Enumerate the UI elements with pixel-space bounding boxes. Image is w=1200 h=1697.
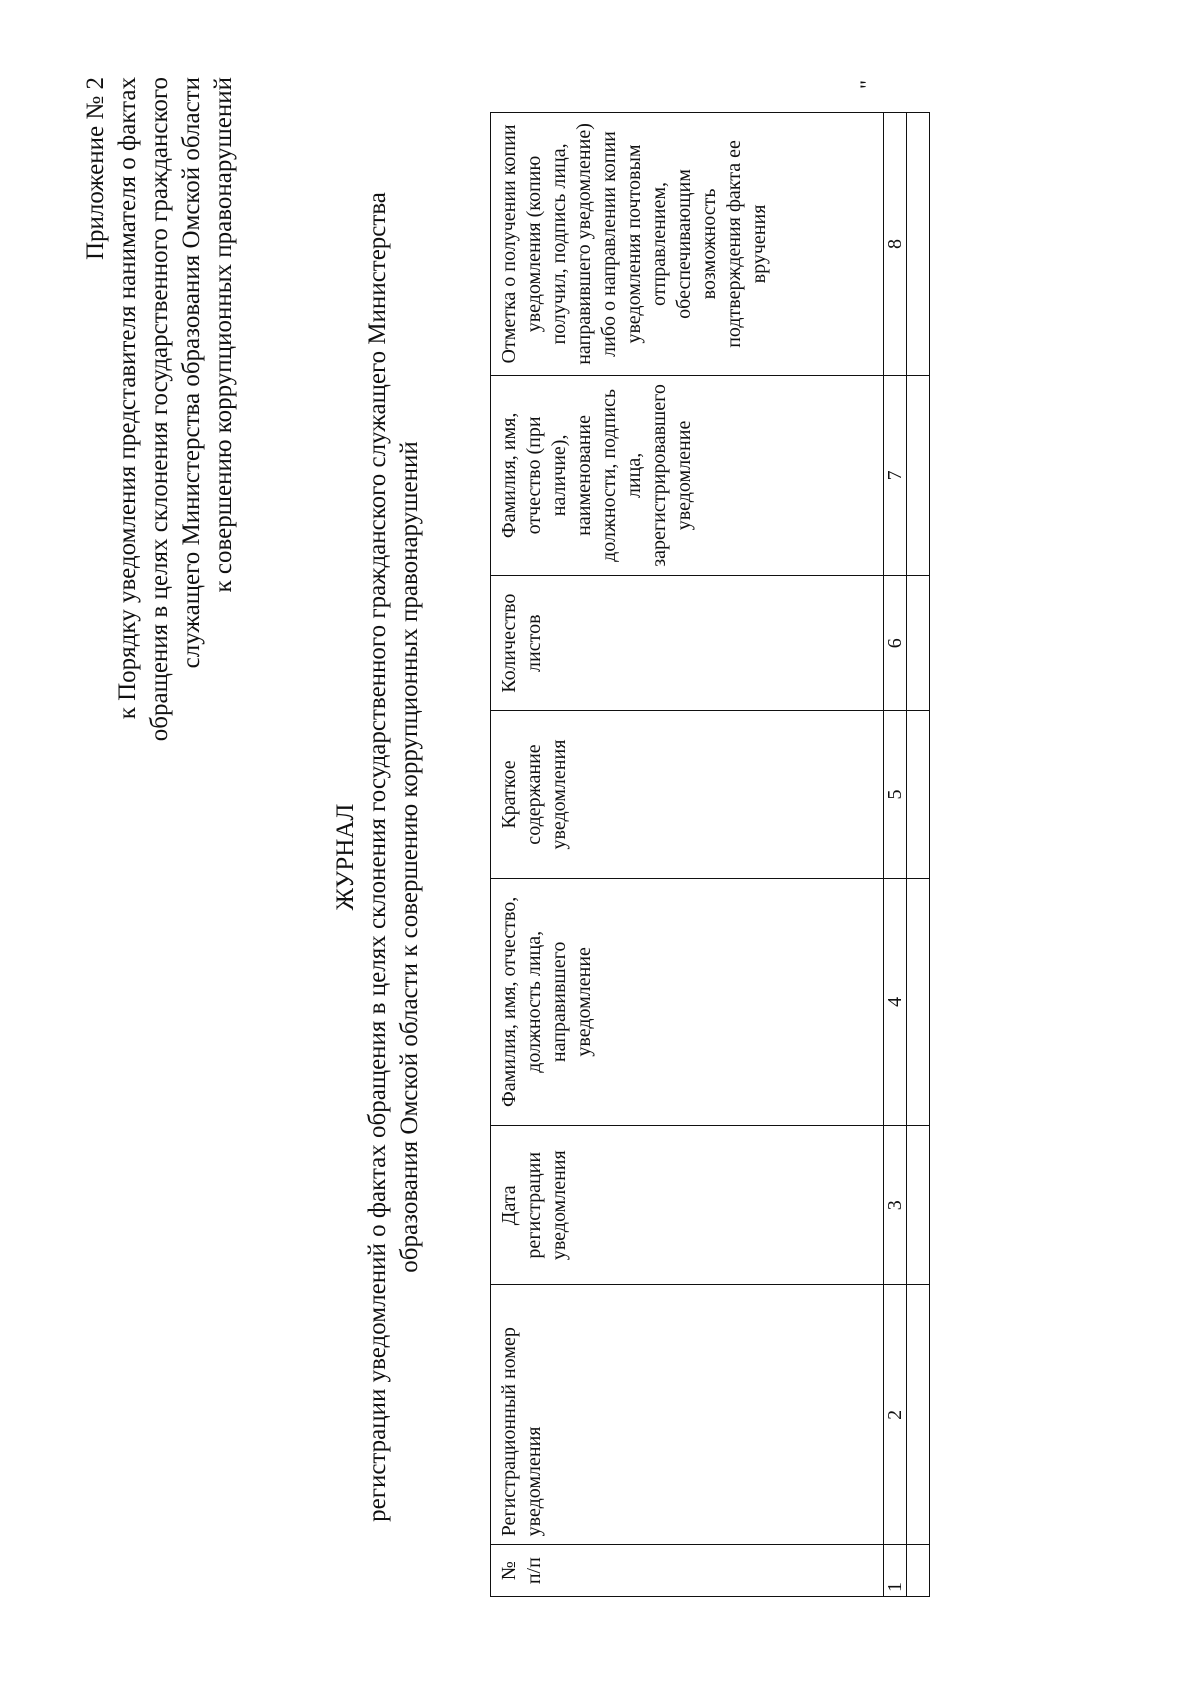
empty-cell — [907, 878, 930, 1126]
column-number: 7 — [884, 375, 907, 575]
table-empty-row — [907, 113, 930, 1597]
closing-quote-mark: " — [855, 80, 880, 89]
column-number: 1 — [884, 1545, 907, 1597]
appendix-line: к совершению коррупционных правонарушений — [210, 77, 237, 593]
empty-cell — [907, 711, 930, 878]
journal-table — [490, 112, 930, 1597]
header-cell: Фамилия, имя, отчество (при наличие), наименование должности, подпись лица, зарегистрировавшего уведомление — [491, 375, 884, 575]
header-cell: Количество листов — [491, 575, 884, 711]
empty-cell — [907, 1545, 930, 1597]
appendix-line: обращения в целях склонения государственного гражданского — [146, 77, 173, 742]
empty-cell — [907, 113, 930, 376]
empty-cell — [907, 1285, 930, 1545]
empty-cell — [907, 1126, 930, 1285]
column-number: 6 — [884, 575, 907, 711]
journal-subtitle-line: образования Омской области к совершению коррупционных правонарушений — [396, 441, 423, 1273]
table-header-row — [491, 113, 884, 1597]
header-cell: Краткое содержание уведомления — [491, 711, 884, 878]
appendix-header — [80, 77, 240, 837]
column-number: 2 — [884, 1285, 907, 1545]
header-cell: Отметка о получении копии уведомления (копию получил, подпись лица, направившего уведомление) либо о направлении копии уведомления почтовым отправлением, обеспечивающим возможность подтверждения факта ее вручения — [491, 113, 884, 376]
table-number-row — [884, 113, 907, 1597]
column-number: 8 — [884, 113, 907, 376]
journal-heading: ЖУРНАЛ — [332, 803, 359, 911]
appendix-line: служащего Министерства образования Омской области — [178, 77, 205, 669]
appendix-number: Приложение № 2 — [82, 77, 109, 261]
header-cell: Фамилия, имя, отчество, должность лица, направившего уведомление — [491, 878, 884, 1126]
column-number: 4 — [884, 878, 907, 1126]
header-cell: Дата регистрации уведомления — [491, 1126, 884, 1285]
appendix-line: к Порядку уведомления представителя нанимателя о фактах — [114, 77, 141, 720]
column-number: 3 — [884, 1126, 907, 1285]
header-cell: Регистрационный номер уведомления — [491, 1285, 884, 1545]
empty-cell — [907, 575, 930, 711]
journal-subtitle-line: регистрации уведомлений о фактах обращения в целях склонения государственного гражданского служащего Министерства — [364, 192, 391, 1522]
header-cell: № п/п — [491, 1545, 884, 1597]
journal-title — [330, 117, 426, 1597]
column-number: 5 — [884, 711, 907, 878]
empty-cell — [907, 375, 930, 575]
